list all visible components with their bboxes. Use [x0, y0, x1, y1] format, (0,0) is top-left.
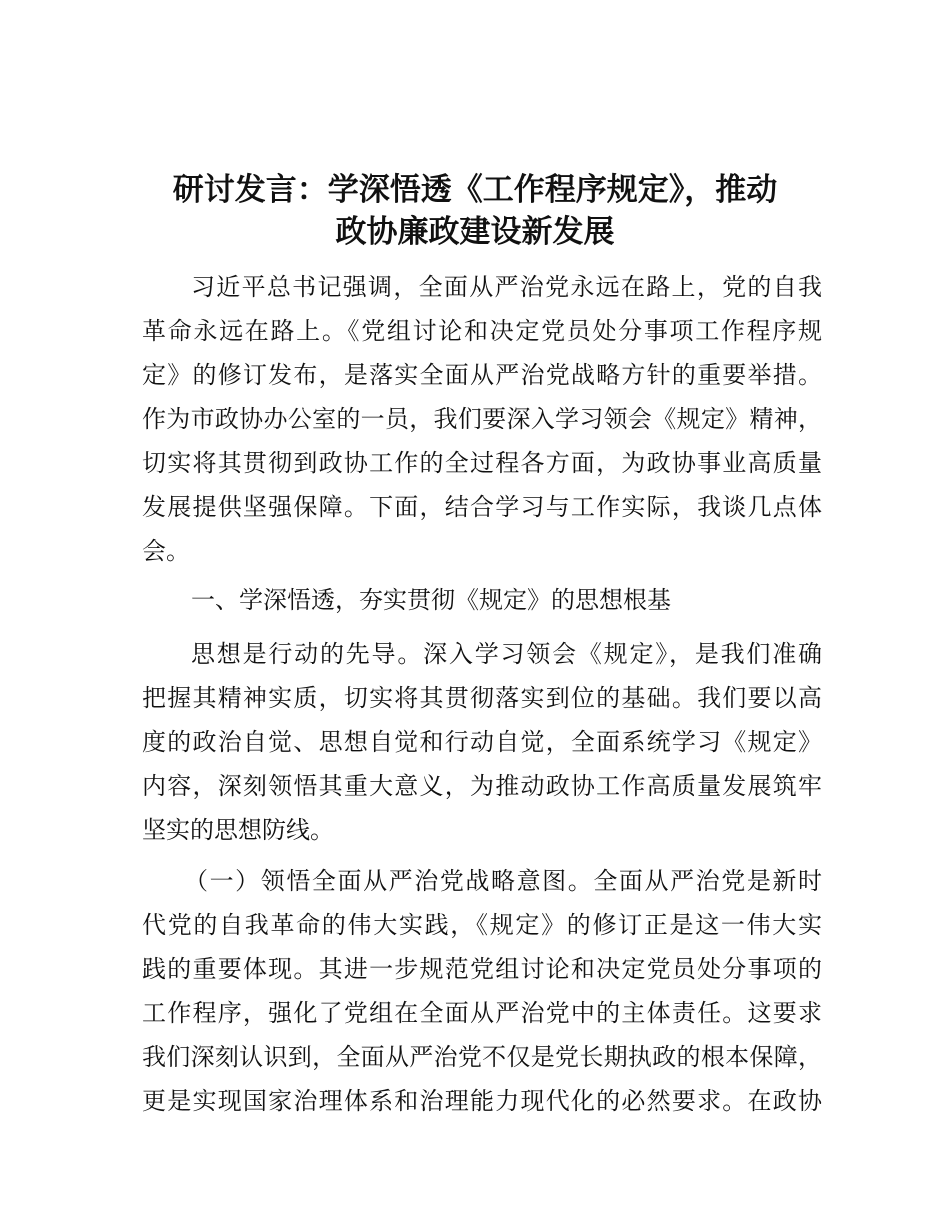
document-title-line-1: 研讨发言：学深悟透《工作程序规定》，推动: [172, 172, 778, 208]
paragraph-line: 内容，深刻领悟其重大意义，为推动政协工作高质量发展筑牢: [142, 772, 822, 800]
paragraph-line: 践的重要体现。其进一步规范党组讨论和决定党员处分事项的: [142, 955, 822, 983]
paragraph-line: 习近平总书记强调，全面从严治党永远在路上，党的自我: [191, 273, 822, 301]
paragraph-line: 我们深刻认识到，全面从严治党不仅是党长期执政的根本保障，: [142, 1043, 822, 1071]
paragraph-line: 切实将其贯彻到政协工作的全过程各方面，为政协事业高质量: [142, 449, 822, 477]
paragraph-line: 革命永远在路上。《党组讨论和决定党员处分事项工作程序规: [142, 317, 822, 345]
paragraph-line: 作为市政协办公室的一员，我们要深入学习领会《规定》精神，: [142, 405, 822, 433]
paragraph-line: 工作程序，强化了党组在全面从严治党中的主体责任。这要求: [142, 999, 822, 1027]
paragraph-line: 发展提供坚强保障。下面，结合学习与工作实际，我谈几点体: [142, 493, 822, 521]
paragraph-line: 代党的自我革命的伟大实践，《规定》的修订正是这一伟大实: [142, 911, 822, 939]
paragraph-line: （一）领悟全面从严治党战略意图。全面从严治党是新时: [184, 867, 822, 895]
paragraph-line: 更是实现国家治理体系和治理能力现代化的必然要求。在政协: [142, 1087, 822, 1115]
paragraph-line: 定》的修订发布，是落实全面从严治党战略方针的重要举措。: [142, 361, 822, 389]
paragraph-line: 度的政治自觉、思想自觉和行动自觉，全面系统学习《规定》: [142, 728, 822, 756]
paragraph-line: 把握其精神实质，切实将其贯彻落实到位的基础。我们要以高: [142, 684, 822, 712]
paragraph-line: 会。: [142, 537, 190, 565]
section-heading-1: 一、学深悟透，夯实贯彻《规定》的思想根基: [191, 586, 671, 614]
paragraph-line: 坚实的思想防线。: [142, 816, 334, 844]
document-title-line-2: 政协廉政建设新发展: [335, 214, 615, 250]
paragraph-line: 思想是行动的先导。深入学习领会《规定》，是我们准确: [191, 640, 822, 668]
